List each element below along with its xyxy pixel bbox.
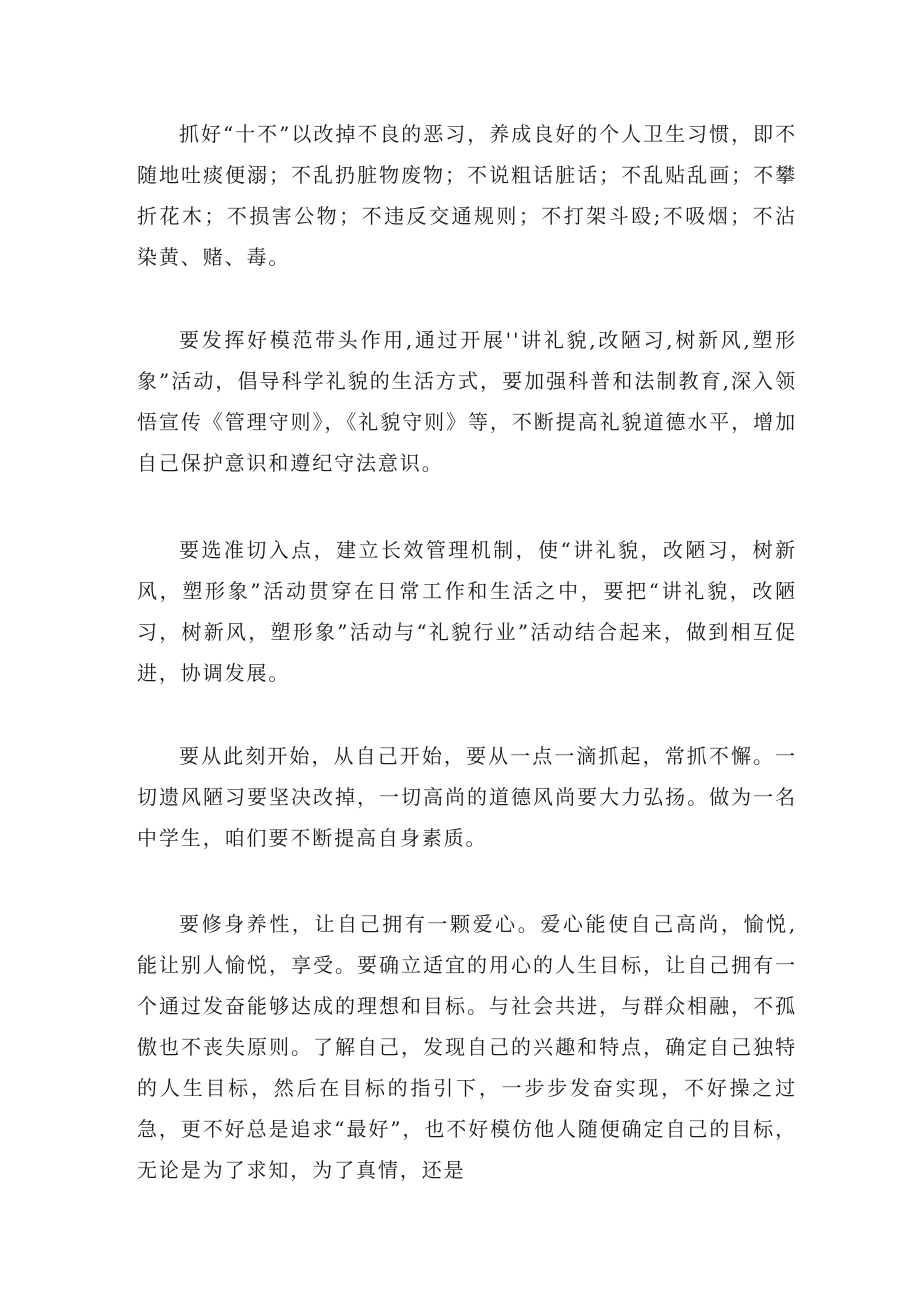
paragraph-role-model: 要发挥好模范带头作用,通过开展''讲礼貌,改陋习,树新风,塑形象”活动，倡导科学礼貌的生活方式，要加强科普和法制教育,深入领悟宣传《管理守则》，《礼貌守则》等，不断提高礼貌道德水平，增加自己保护意识和遵纪守法意识。	[137, 328, 797, 475]
paragraph-self-cultivation: 要修身养性，让自己拥有一颗爱心。爱心能使自己高尚，愉悦,能让别人愉悦，享受。要确立适宜的用心的人生目标，让自己拥有一个通过发奋能够达成的理想和目标。与社会共进，与群众相融，不孤傲也不丧失原则。了解自己，发现自己的兴趣和特点，确定自己独特的人生目标，然后在目标的指引下，一步步发奋实现，不好操之过急，更不好总是追求“最好”，也不好模仿他人随便确定自己的目标，无论是为了求知，为了真情，还是	[137, 912, 797, 1182]
paragraph-start-now: 要从此刻开始，从自己开始，要从一点一滴抓起，常抓不懈。一切遗风陋习要坚决改掉，一切高尚的道德风尚要大力弘扬。做为一名中学生，咱们要不断提高自身素质。	[137, 744, 797, 850]
paragraph-long-term-mechanism: 要选准切入点，建立长效管理机制，使“讲礼貌，改陋习，树新风，塑形象”活动贯穿在日常工作和生活之中，要把“讲礼貌，改陋习，树新风，塑形象”活动与“礼貌行业”活动结合起来，做到相互促进，协调发展。	[137, 538, 797, 685]
paragraph-ten-nos: 抓好“十不”以改掉不良的恶习，养成良好的个人卫生习惯，即不随地吐痰便溺；不乱扔脏物废物；不说粗话脏话；不乱贴乱画；不攀折花木；不损害公物；不违反交通规则；不打架斗殴;不吸烟；不沾染黄、赌、毒。	[137, 122, 797, 269]
